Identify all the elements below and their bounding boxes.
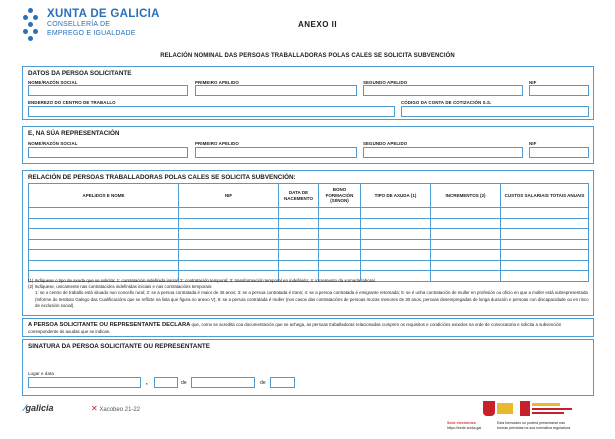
table-cell[interactable] [29,250,179,261]
rep-apelido1-label: PRIMEIRO APELIDO [195,141,239,146]
ministry-logo-icon [520,401,592,416]
table-cell[interactable] [179,260,279,271]
dept-line1: CONSELLERÍA DE [47,21,111,28]
ano-field[interactable] [270,377,295,388]
table-row [29,218,589,229]
galicia-mark-icon: ⁄ [24,403,26,413]
table-cell[interactable] [319,208,361,219]
table-cell[interactable] [279,250,319,261]
rep-apelido2-label: SEGUNDO APELIDO [363,141,408,146]
table-cell[interactable] [431,229,501,240]
apelido2-field[interactable] [363,85,523,96]
table-cell[interactable] [179,229,279,240]
col-custos: CUSTOS SALARIAIS TOTAIS ANUAIS [501,184,589,208]
de-label-1: de [181,380,187,386]
spain-coat-icon [483,401,513,416]
table-cell[interactable] [431,239,501,250]
workers-table [28,183,589,282]
table-row [29,260,589,271]
section-title: RELACIÓN DE PERSOAS TRABALLADORAS POLAS CALES SE SOLICITA SUBVENCIÓN: [28,174,296,181]
table-cell[interactable] [279,260,319,271]
section-title: DATOS DA PERSOA SOLICITANTE [28,70,132,77]
sede-text2: formas previstas na súa normativa reguladora [497,426,571,430]
lugar-label: Lugar e data [28,371,54,376]
col-incrementos: INCREMENTOS (2) [431,184,501,208]
note-1: (1) Indíquese o tipo de axuda que se solicita: 1: contratación indefinida inicial; 2: contratación temporal; 3: transformación temporal en indefinido; 4: incremento da xornada laboral. [28,278,376,283]
section-title: SINATURA DA PERSOA SOLICITANTE OU REPRESENTANTE [28,343,210,350]
table-cell[interactable] [361,208,431,219]
table-row [29,250,589,261]
table-cell[interactable] [361,229,431,240]
table-notes [28,278,590,309]
table-header-row [29,184,589,208]
comma-sep: , [146,380,148,386]
col-data-nacemento: DATA DE NACEMENTO [279,184,319,208]
section-representacion [22,126,594,164]
table-cell[interactable] [361,250,431,261]
table-cell[interactable] [279,229,319,240]
rep-nome-label: NOME/RAZÓN SOCIAL [28,141,78,146]
dia-field[interactable] [154,377,178,388]
table-cell[interactable] [179,208,279,219]
table-cell[interactable] [361,260,431,271]
lugar-field[interactable] [28,377,141,388]
table-cell[interactable] [431,250,501,261]
sede-url[interactable]: https://sede.xunta.gal [447,426,482,430]
rep-apelido1-field[interactable] [195,147,357,158]
galicia-label: galicia [25,403,54,413]
declaracion-heading: A PERSOA SOLICITANTE OU REPRESENTANTE DECLARA [28,322,191,328]
nif-label: NIF [529,80,537,85]
table-cell[interactable] [319,260,361,271]
enderezo-field[interactable] [28,106,395,117]
nome-label: NOME/RAZÓN SOCIAL [28,80,78,85]
table-cell[interactable] [431,260,501,271]
table-cell[interactable] [431,208,501,219]
xunta-emblem-icon [20,8,42,42]
nif-field[interactable] [529,85,589,96]
table-row [29,208,589,219]
table-cell[interactable] [29,218,179,229]
galicia-logo [24,403,54,413]
sede-link[interactable]: Sede electrónica [447,421,476,425]
col-bono-formacion: BONO FORMACIÓN (SI/NON) [319,184,361,208]
table-cell[interactable] [29,239,179,250]
table-cell[interactable] [501,218,589,229]
xacobeo-label: Xacobeo 21-22 [99,407,141,413]
org-name: XUNTA DE GALICIA [47,8,160,20]
table-cell[interactable] [179,218,279,229]
table-cell[interactable] [279,239,319,250]
xacobeo-logo [91,404,140,413]
section-relacion [22,170,594,316]
annex-label: ANEXO II [298,20,338,29]
rep-apelido2-field[interactable] [363,147,523,158]
xacobeo-mark-icon: ✕ [91,404,98,413]
table-cell[interactable] [179,239,279,250]
de-label-2: de [260,380,266,386]
table-cell[interactable] [501,239,589,250]
col-tipo-axuda: TIPO DE AXUDA (1) [361,184,431,208]
document-title: RELACIÓN NOMINAL DAS PERSOAS TRABALLADORAS POLAS CALES SE SOLICITA SUBVENCIÓN [160,53,455,59]
xunta-logo [20,8,160,42]
table-row [29,229,589,240]
table-cell[interactable] [279,208,319,219]
table-cell[interactable] [361,239,431,250]
sede-text: Esta formulario só poderá presentarse nas [497,421,565,425]
table-cell[interactable] [501,208,589,219]
table-cell[interactable] [361,218,431,229]
table-cell[interactable] [501,250,589,261]
col-nif: NIF [179,184,279,208]
table-cell[interactable] [279,218,319,229]
dept-line2: EMPREGO E IGUALDADE [47,29,136,37]
table-cell[interactable] [29,208,179,219]
apelido1-field[interactable] [195,85,357,96]
section-title: E, NA SÚA REPRESENTACIÓN [28,130,120,137]
table-cell[interactable] [319,229,361,240]
apelido1-label: PRIMEIRO APELIDO [195,80,239,85]
note-3: 1: se o centro de traballo está situado nun concello rural; 2: se a persoa contratada é maior de 45 anos; 3: se a persoa contratada é trans; 4: se a persoa contratada é emigrante retornada; 5: se é unha contratación de muller en profesión ou oficio en que a muller está subrepresentada (Informe do Instituto Galego das Cualificacións que se reflicte na lista que figura no anexo V); 6: se a persoa contratada é muller (nos casos das contratacións de persoas mozas menores de 30 anos, persoas desempregadas de longa duración e persoas con discapacidade ou en risco de exclusión social). [35,290,589,308]
table-cell[interactable] [319,218,361,229]
enderezo-label: ENDEREZO DO CENTRO DE TRABALLO [28,100,116,105]
table-cell[interactable] [501,229,589,240]
section-sinatura [22,339,594,396]
table-cell[interactable] [29,260,179,271]
col-apelidos: APELIDOS E NOME [29,184,179,208]
table-row [29,239,589,250]
cotizacion-field[interactable] [401,106,589,117]
section-solicitante [22,66,594,120]
table-cell[interactable] [501,260,589,271]
table-cell[interactable] [29,229,179,240]
section-declaracion [22,318,594,337]
cotizacion-label: CÓDIGO DA CONTA DE COTIZACIÓN S.S. [401,100,492,105]
declaracion-text [28,322,590,335]
declaracion-body: que, como se acredita coa documentación que se achega, as persoas traballadoras relacionadas cumpren os requisitos e condicións exixidos na orde de convocatoria e solicita a subvención correspondente ás axudas que se indican. [28,322,562,334]
rep-nome-field[interactable] [28,147,188,158]
table-cell[interactable] [319,250,361,261]
table-cell[interactable] [319,239,361,250]
rep-nif-label: NIF [529,141,537,146]
page-header [20,8,600,58]
note-2: (2) Indíquese, unicamente nas contratacións indefinidas iniciais e nas contratacións temporais: [28,284,213,290]
table-cell[interactable] [179,250,279,261]
apelido2-label: SEGUNDO APELIDO [363,80,408,85]
nome-field[interactable] [28,85,188,96]
mes-field[interactable] [191,377,255,388]
rep-nif-field[interactable] [529,147,589,158]
table-cell[interactable] [431,218,501,229]
